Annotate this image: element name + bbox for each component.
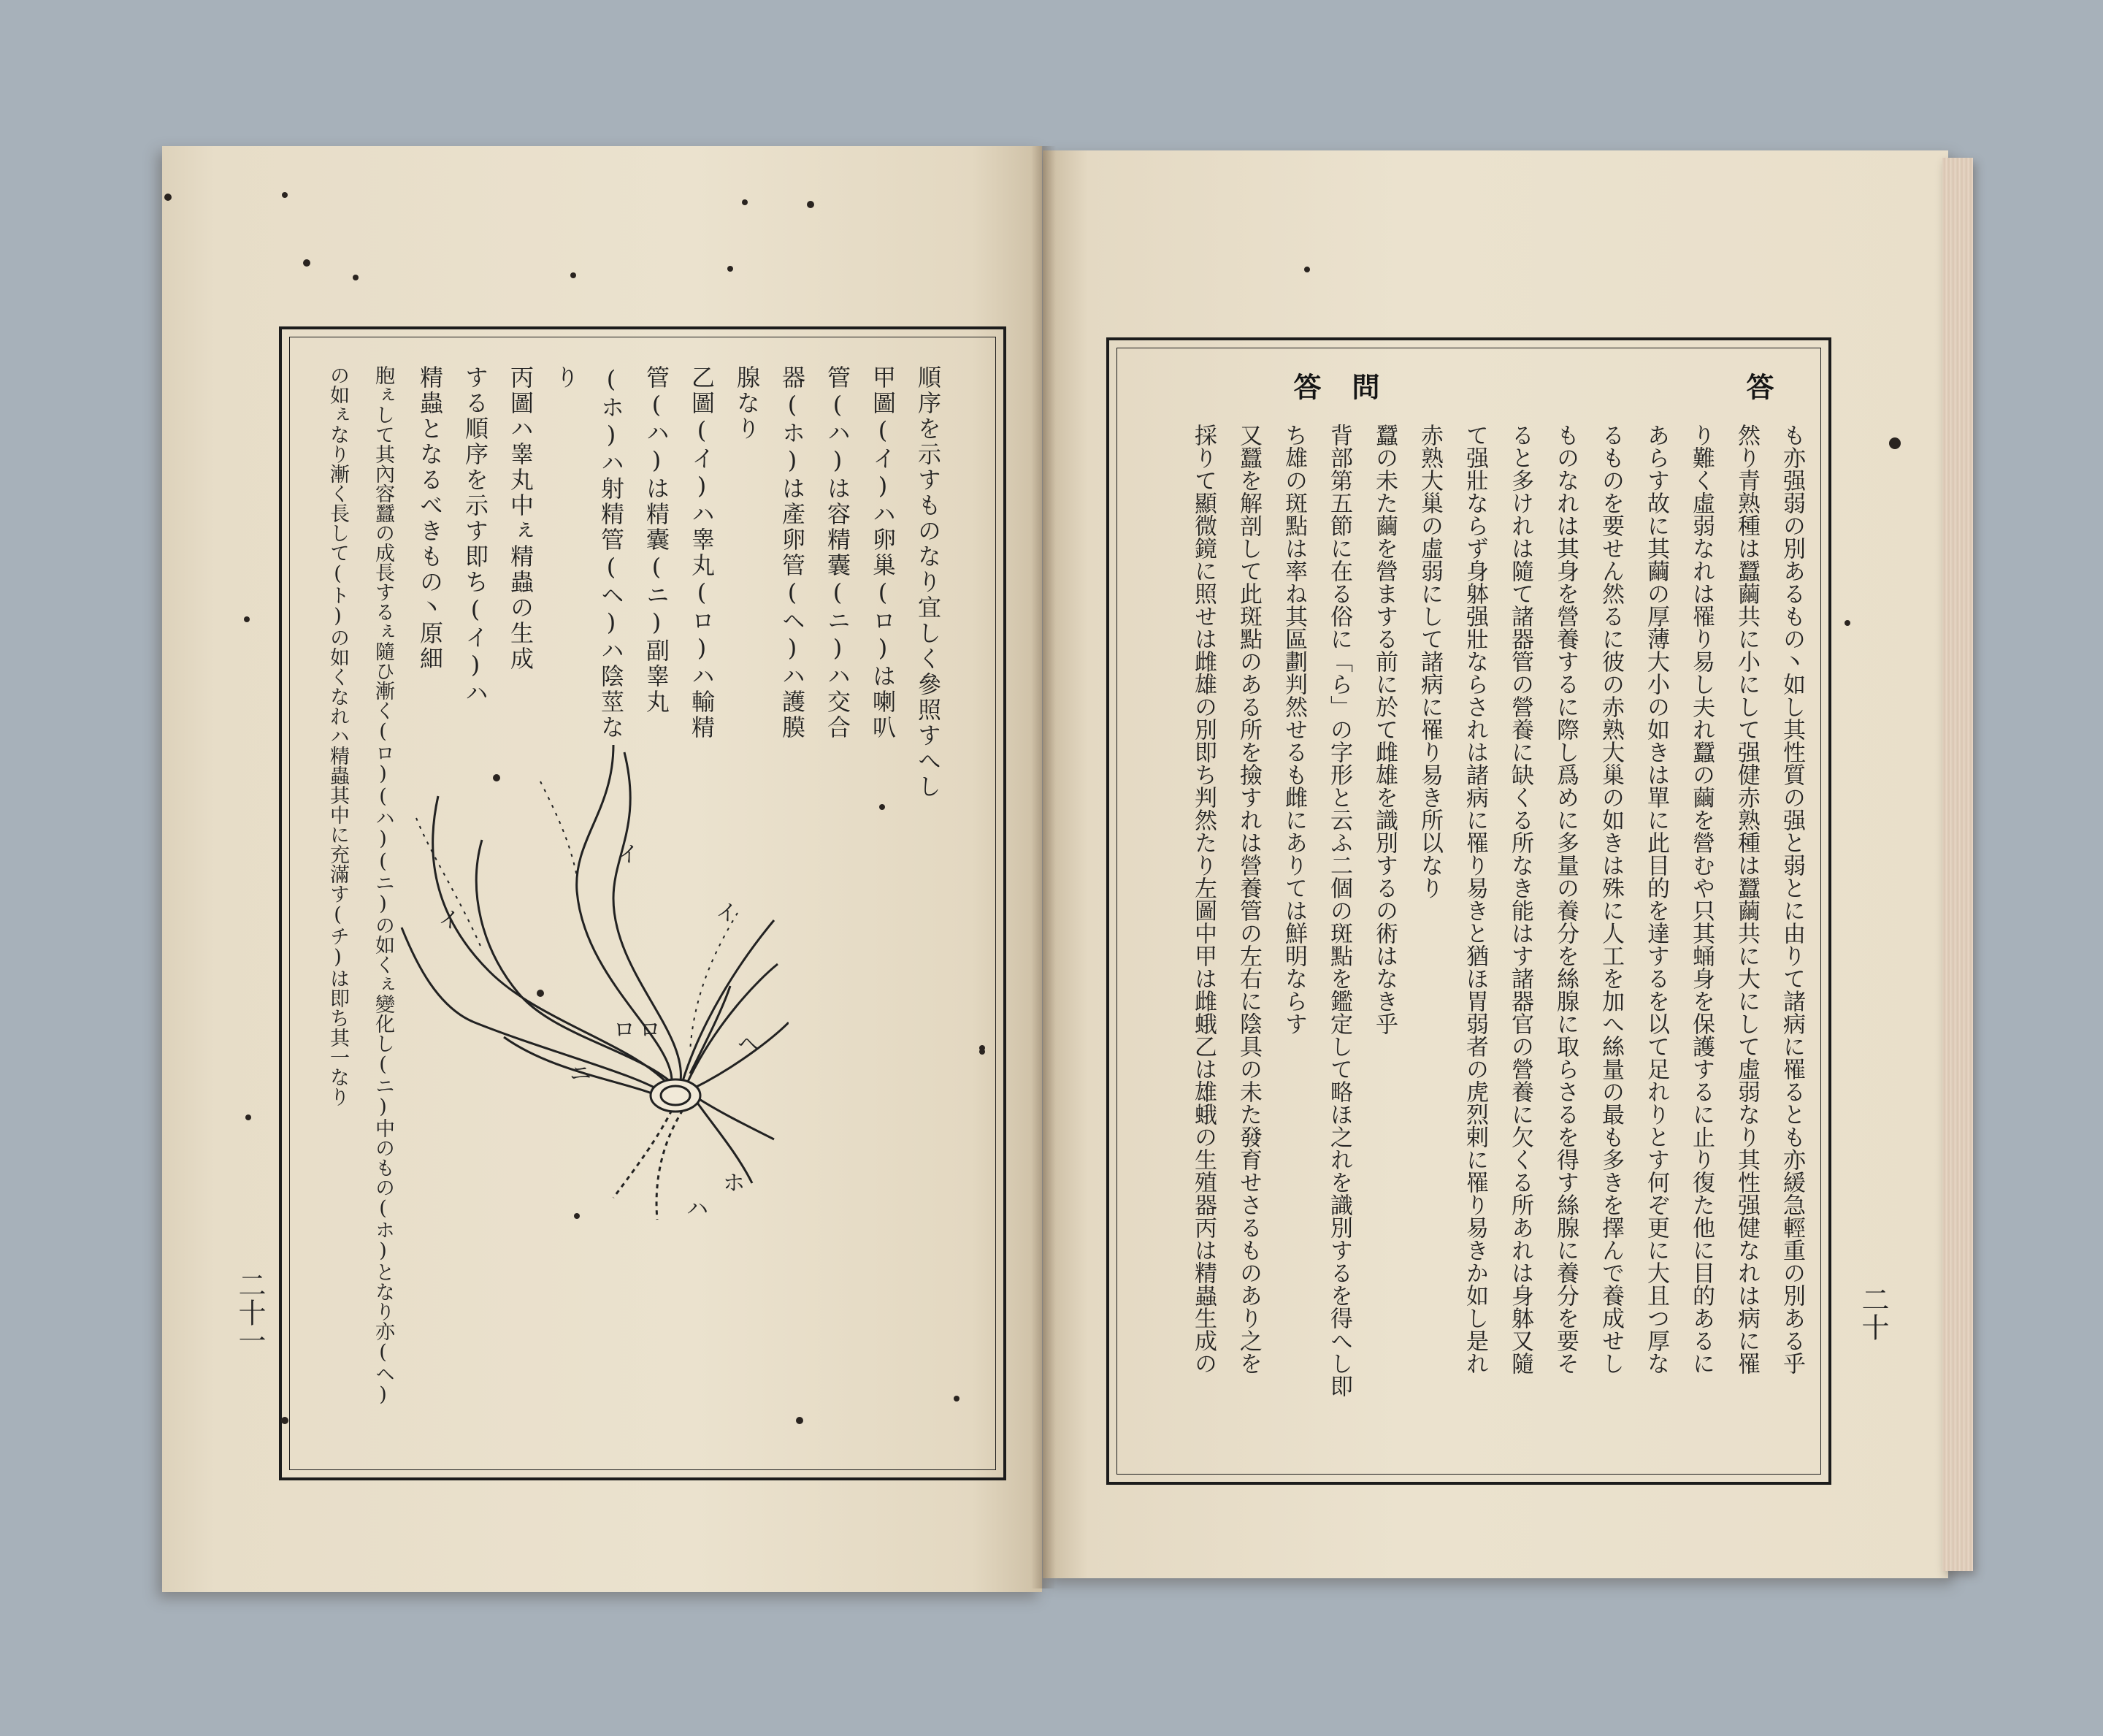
right-column: ると多けれは隨て諸器管の營養に缺くる所なき能はす諸器官の營養に欠くる所あれは身躰又隨 [1507, 424, 1533, 1374]
left-column: 器(ホ)は產卵管(ヘ)ハ護膜 [778, 365, 806, 741]
left-column: 管(ハ)は容精囊(ニ)ハ交合 [824, 365, 851, 741]
right-column: あらす故に其繭の厚薄大小の如きは單に此目的を達するを以て足れりとす何ぞ更に大且つ厚な [1643, 424, 1669, 1374]
answer-heading: 答 [1742, 372, 1774, 400]
figure-label-ro: ロ [639, 1017, 661, 1043]
answer-heading: 答 [1289, 372, 1322, 400]
left-column: 丙圖ハ睾丸中ぇ精蟲の生成 [507, 365, 535, 672]
right-column: 採りて顯微鏡に照せは雌雄の別即ち判然たり左圖中甲は雌蛾乙は雄蛾の生殖器丙は精蟲生成の [1190, 424, 1217, 1374]
right-column: 蠶の未た繭を營まする前に於て雌雄を識別するの術はなき乎 [1371, 424, 1398, 1035]
figure-label-ro: ロ [613, 1017, 635, 1043]
left-column: (ホ)ハ射精管(ヘ)ハ陰莖な [597, 365, 625, 741]
left-column: 乙圖(イ)ハ睾丸(ロ)ハ輸精 [688, 365, 716, 741]
question-heading: 問 [1347, 372, 1380, 400]
right-column: 然り青熟種は蠶繭共に小にして强健赤熟種は蠶繭共に大にして虛弱なり其性强健なれは病に罹 [1734, 424, 1760, 1374]
right-column: るものを要せん然るに彼の赤熟大巢の如きは殊に人工を加へ絲量の最も多きを擇んで養成せし [1598, 424, 1624, 1374]
figure-label-ni: ニ [570, 1061, 591, 1087]
left-column: 胞ぇして其內容蠶の成長するぇ隨ひ漸く(ロ)(ハ)(ニ)の如くぇ變化し(ニ)中のもの(ホ)となり亦(ヘ) [372, 365, 394, 1406]
left-page-number: 二十一 [234, 1271, 266, 1354]
left-column: 腺なり [733, 365, 761, 442]
figure-label-ha: ハ [686, 1196, 708, 1222]
left-column: の如ぇなり漸く長して(ト)の如くなれハ精蟲其中に充滿す(チ)は即ち其一なり [326, 365, 349, 1106]
right-column: り難く虛弱なれは罹り易し夫れ蠶の繭を營むや只其蛹身を保護するに止り復た他に目的あるに [1688, 424, 1715, 1374]
figure-label-i: イ [438, 908, 460, 933]
right-column: 赤熟大巢の虛弱にして諸病に罹り易き所以なり [1417, 424, 1443, 899]
right-column: 背部第五節に在る俗に「ら」の字形と云ふ二個の斑點を鑑定して略ほ之れを識別するを得へし即 [1326, 424, 1352, 1397]
right-column: て强壯ならず身躰强壯ならされは諸病に罹り易きと猶ほ胃弱者の虎烈剌に罹り易きか如し是れ [1462, 424, 1488, 1374]
left-column: 精蟲となるべきもの丶原細 [416, 365, 444, 672]
right-page-number: 二十 [1857, 1285, 1889, 1341]
left-column: 順序を示すものなり宜しく參照すへし [914, 365, 942, 800]
left-column: り [552, 365, 580, 391]
figure-label-i: イ [617, 842, 639, 868]
left-column: 甲圖(イ)ハ卵巢(ロ)は喇叭 [869, 365, 897, 741]
figure-label-he: ヘ [738, 1032, 759, 1058]
left-column: する順序を示す即ち(イ)ハ [461, 365, 489, 706]
figure-label-i: イ [716, 900, 738, 926]
right-column: ち雄の斑點は率ね其區劃判然せるも雌にありては鮮明ならす [1281, 424, 1307, 1035]
right-column: 又蠶を解剖して此斑點のある所を撿すれは營養管の左右に陰具の未た發育せさるものあり之を [1236, 424, 1262, 1374]
right-column: ものなれは其身を營養するに際し爲めに多量の養分を絲腺に取らさるを得す絲腺に養分を要そ [1552, 424, 1579, 1374]
right-column: も亦强弱の別あるもの丶如し其性質の强と弱とに由りて諸病に罹るとも亦緩急輕重の別ある乎 [1779, 424, 1805, 1374]
left-column: 管(ハ)は精囊(ニ)副睾丸 [643, 365, 670, 715]
figure-label-ho: ホ [723, 1171, 745, 1196]
